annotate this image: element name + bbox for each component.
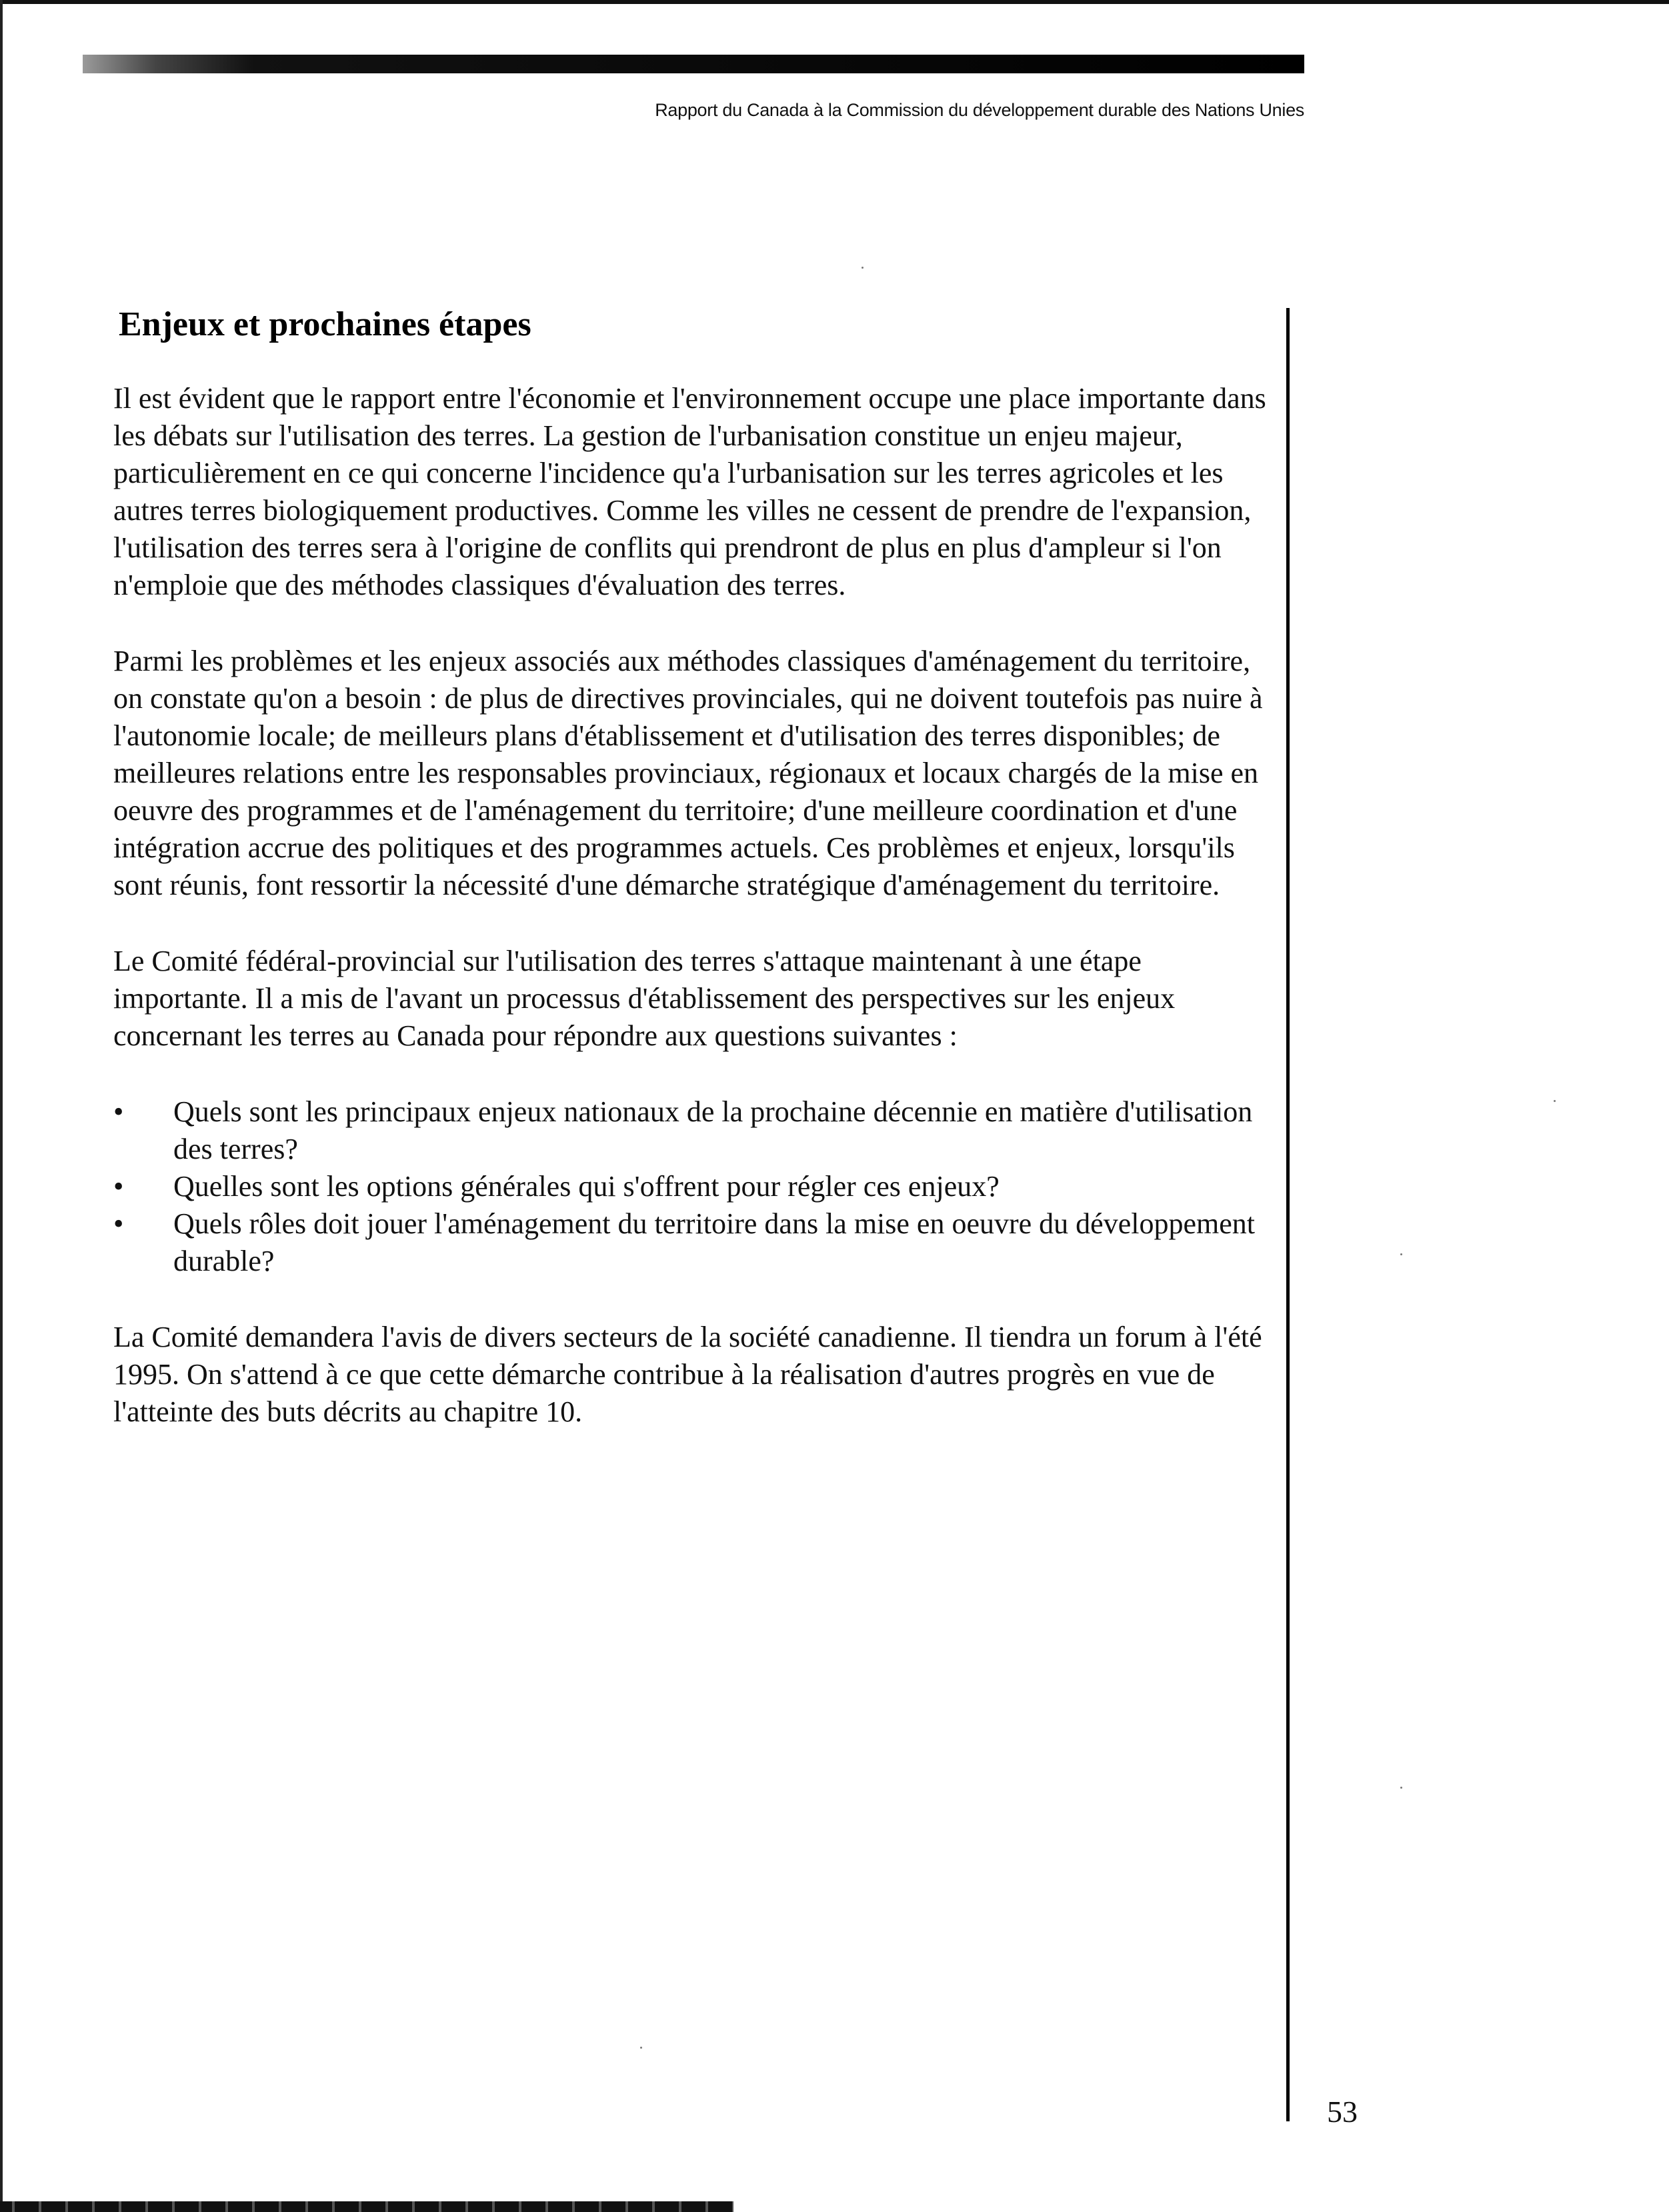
paragraph-3: Le Comité fédéral-provincial sur l'utilisation des terres s'attaque maintenant à une étape importante. Il a mis de l'avant un processus d'établissement des perspectives sur les enjeux concernant les terres au Canada pour répondre aux questions suivantes : [113,945,1176,1052]
scan-speck [862,267,864,269]
section-title: Enjeux et prochaines étapes [119,305,531,343]
main-content [113,301,1274,1469]
closing-paragraph: La Comité demandera l'avis de divers secteurs de la société canadienne. Il tiendra un forum à l'été 1995. On s'attend à ce que cette démarche contribue à la réalisation d'autres progrès en vue de l'atteinte des buts décrits au chapitre 10. [113,1321,1262,1428]
scan-speck [1400,1787,1402,1789]
question-list [113,1093,1274,1280]
margin-rule [1286,308,1290,2121]
scan-speck [1400,1253,1402,1255]
list-item [113,1093,1274,1168]
bullet-icon: • [113,1207,124,1240]
bullet-icon: • [113,1095,124,1128]
scan-border-left [0,0,3,2212]
list-item [113,1168,1274,1205]
list-item-text: Quels rôles doit jouer l'aménagement du territoire dans la mise en oeuvre du développement durable? [173,1207,1255,1277]
scan-border-bottom [0,2201,733,2212]
bullet-icon: • [113,1170,124,1203]
list-item [113,1205,1274,1280]
scan-speck [1554,1100,1556,1102]
paragraph-1: Il est évident que le rapport entre l'économie et l'environnement occupe une place importante dans les débats sur l'utilisation des terres. La gestion de l'urbanisation constitue un enjeu majeur, particulièrement en ce qui concerne l'incidence qu'a l'urbanisation sur les terres agricoles et les autres terres biologiquement productives. Comme les villes ne cessent de prendre de l'expansion, l'utilisation des terres sera à l'origine de conflits qui prendront de plus en plus d'ampleur si l'on n'emploie que des méthodes classiques d'évaluation des terres. [113,382,1266,601]
page-number: 53 [1327,2095,1358,2129]
paragraph-2: Parmi les problèmes et les enjeux associés aux méthodes classiques d'aménagement du territoire, on constate qu'on a besoin : de plus de directives provinciales, qui ne doivent toutefois pas nuire à l'autonomie locale; de meilleurs plans d'établissement et d'utilisation des terres disponibles; de meilleures relations entre les responsables provinciaux, régionaux et locaux chargés de la mise en oeuvre des programmes et de l'aménagement du territoire; d'une meilleure coordination et d'une intégration accrue des politiques et des programmes actuels. Ces problèmes et enjeux, lorsqu'ils sont réunis, font ressortir la nécessité d'une démarche stratégique d'aménagement du territoire. [113,645,1263,901]
running-header: Rapport du Canada à la Commission du développement durable des Nations Unies [655,100,1304,120]
list-item-text: Quels sont les principaux enjeux nationaux de la prochaine décennie en matière d'utilisation des terres? [173,1095,1253,1165]
scan-speck [640,2047,642,2049]
scan-border-top [0,0,1669,4]
header-rule [83,55,1304,73]
list-item-text: Quelles sont les options générales qui s'offrent pour régler ces enjeux? [173,1170,1000,1203]
